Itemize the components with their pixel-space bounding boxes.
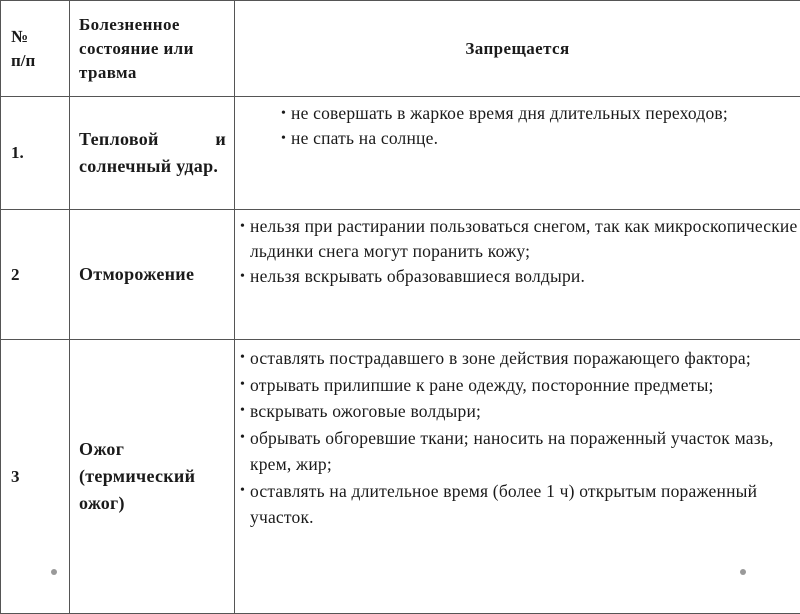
row-forbidden-list-cell [235,97,800,210]
forbidden-list [238,345,800,531]
slide-nav-dot-left-icon [51,569,57,575]
row-number: 2 [1,210,70,340]
list-item: • не совершать в жаркое время дня длительных переходов; [279,101,800,126]
slide-nav-dot-right-icon [740,569,746,575]
header-condition-cell: Болезненное состояние или травма [70,1,235,97]
header-num-bottom: п/п [11,51,35,70]
list-item: • не спать на солнце. [279,126,800,151]
table-row [1,340,800,614]
list-item: • отрывать прилипшие к ране одежду, посторонние предметы; [238,372,800,399]
list-item: • оставлять на длительное время (более 1 ч) открытым пораженный участок. [238,478,800,531]
row-number: 1. [1,97,70,210]
list-item: • обрывать обгоревшие ткани; наносить на пораженный участок мазь, крем, жир; [238,425,800,478]
row-condition: Отморожение [70,210,235,340]
forbidden-list [238,214,800,289]
list-item: • вскрывать ожоговые волдыри; [238,398,800,425]
row-forbidden-list-cell [235,210,800,340]
row-forbidden-list-cell [235,340,800,614]
row-number: 3 [1,340,70,614]
table-row [1,97,800,210]
header-row [1,1,800,97]
header-num-top: № [11,27,28,46]
header-forbidden-cell: Запрещается [235,1,800,97]
forbidden-list [279,101,800,151]
header-num-cell [1,1,70,97]
table-row [1,210,800,340]
list-item: • оставлять пострадавшего в зоне действия поражающего фактора; [238,345,800,372]
row-condition: Тепловой и солнечный удар. [70,97,235,210]
row-condition: Ожог (термический ожог) [70,340,235,614]
list-item: • нельзя вскрывать образовавшиеся волдыри. [238,264,800,289]
list-item: • нельзя при растирании пользоваться снегом, так как микроскопические льдинки снега могут поранить кожу; [238,214,800,264]
